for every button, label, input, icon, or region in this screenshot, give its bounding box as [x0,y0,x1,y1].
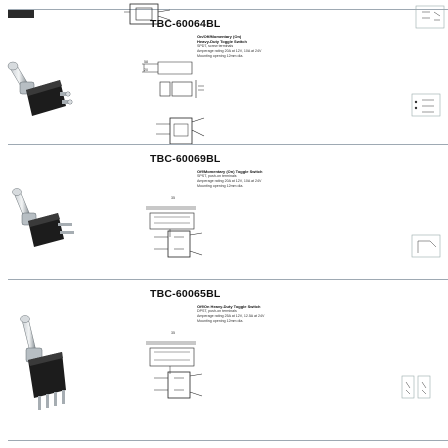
terminal-diagram [400,374,434,402]
description-line: Mounting opening 12mm dia. [197,184,244,188]
toggle-switch-photo [0,10,80,144]
dimension-label: 35 [171,331,175,335]
description-line: Amperage rating 25A at 12V, 12.5A at 24V [197,314,265,318]
description-line: Off/On Heavy-Duty Toggle Switch [197,304,261,309]
toggle-switch-photo [0,145,80,279]
product-description [197,34,327,59]
description-line: DPST, push-on terminals [197,309,237,313]
terminal-diagram [410,233,444,261]
product-entry-60064bl [0,10,448,144]
product-description [197,304,327,324]
description-line: Heavy-Duty Toggle Switch [197,39,247,44]
dimension-label: 35 [171,196,175,200]
description-line: SPDT, screw terminals [197,44,234,48]
description-line: Mounting opening 12mm dia. [197,54,244,58]
part-number: TBC-60065BL [150,288,221,300]
description-line: SPST, push-on terminals [197,174,237,178]
part-number: TBC-60069BL [150,153,221,165]
description-line: Mounting opening 12mm dia. [197,319,244,323]
dimension-label: 20 [144,68,148,72]
description-line: On/Off/Momentary (On) [197,34,242,39]
description-line: Amperage rating 20A at 12V, 10A at 24V [197,49,262,53]
terminal-diagram [410,92,444,120]
toggle-switch-photo [0,280,80,430]
product-entry-60069bl [0,145,448,279]
product-description [197,169,327,189]
section-divider [8,440,448,441]
product-entry-60065bl [0,280,448,440]
switch-front-drawing [150,225,206,263]
description-line: Off/Momentary (On) Toggle Switch [197,169,263,174]
dimension-drawing [138,58,230,102]
part-number: TBC-60064BL [150,18,221,30]
dimension-label: 58 [144,60,148,64]
switch-front-drawing [150,366,206,404]
description-line: Amperage rating 20A at 12V, 10A at 24V [197,179,262,183]
terminal-diagram [414,4,448,32]
